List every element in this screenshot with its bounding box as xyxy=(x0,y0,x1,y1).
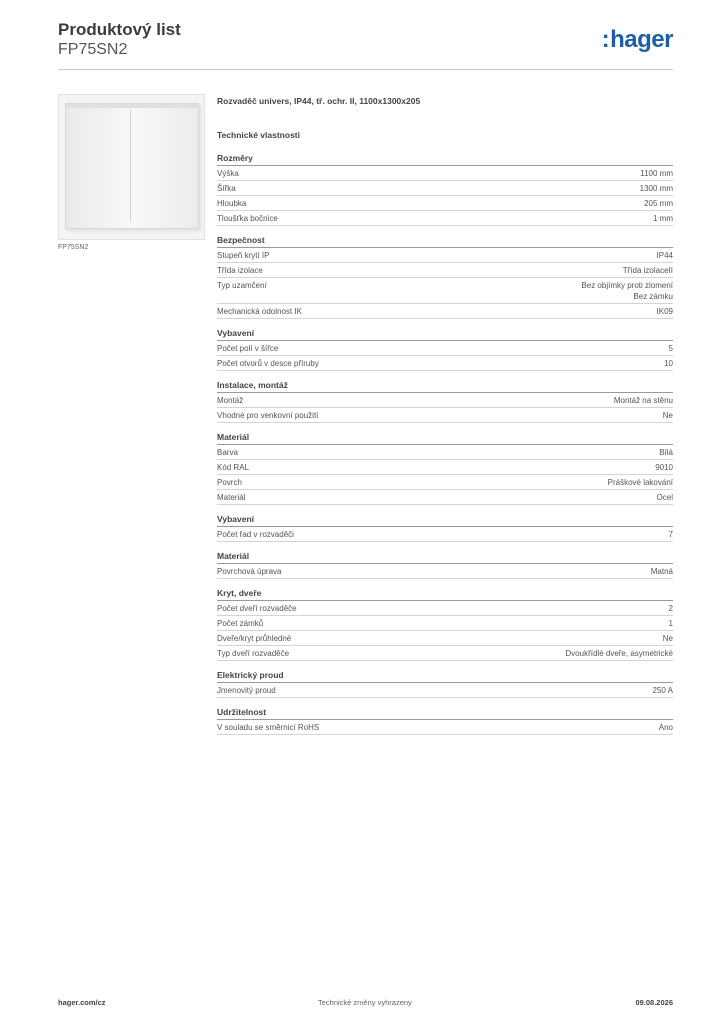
spec-row xyxy=(217,564,673,579)
spec-value-line: 9010 xyxy=(655,463,673,472)
section-title: Vybavení xyxy=(217,327,673,341)
spec-row xyxy=(217,527,673,542)
spec-row xyxy=(217,211,673,226)
spec-value-line: Ne xyxy=(662,411,673,420)
spec-value xyxy=(663,410,673,421)
spec-row xyxy=(217,356,673,371)
spec-value-line: 250 A xyxy=(652,686,673,695)
spec-label: Šířka xyxy=(217,184,236,193)
spec-row xyxy=(217,683,673,698)
cabinet-illustration xyxy=(65,103,199,229)
section-title: Vybavení xyxy=(217,513,673,527)
spec-row xyxy=(217,616,673,631)
spec-label: Třída izolace xyxy=(217,266,263,275)
spec-label: Kód RAL xyxy=(217,463,250,472)
spec-row xyxy=(217,263,673,278)
spec-value xyxy=(664,358,673,369)
spec-value xyxy=(659,722,673,733)
spec-value-line: Ano xyxy=(658,723,673,732)
spec-sections xyxy=(217,152,673,735)
spec-row xyxy=(217,720,673,735)
spec-content xyxy=(217,96,673,735)
spec-value xyxy=(659,447,673,458)
spec-value xyxy=(669,529,673,540)
spec-value xyxy=(669,603,673,614)
section-title: Rozměry xyxy=(217,152,673,166)
spec-value-line: Matná xyxy=(650,567,673,576)
tech-heading: Technické vlastnosti xyxy=(217,130,300,140)
spec-label: Montáž xyxy=(217,396,244,405)
spec-value-line: Bez zámku xyxy=(633,292,673,301)
spec-label: Stupeň krytí IP xyxy=(217,251,270,260)
spec-value-line: 5 xyxy=(668,344,673,353)
product-code: FP75SN2 xyxy=(58,41,128,58)
spec-value xyxy=(669,343,673,354)
spec-value-line: Montáž na stěnu xyxy=(613,396,673,405)
spec-row xyxy=(217,631,673,646)
spec-section xyxy=(217,431,673,505)
spec-label: Počet zámků xyxy=(217,619,264,628)
spec-value-line: Třída izolaceII xyxy=(622,266,673,275)
footer-date: 09.08.2026 xyxy=(635,998,673,1007)
spec-label: Výška xyxy=(217,169,239,178)
spec-value-line: Dvoukřídlé dveře, asymetrické xyxy=(565,649,673,658)
hager-logo: :hager xyxy=(601,26,673,53)
spec-label: Počet řad v rozvaděči xyxy=(217,530,294,539)
spec-value-line: Ocel xyxy=(656,493,673,502)
spec-label: Počet dveří rozvaděče xyxy=(217,604,297,613)
spec-section xyxy=(217,550,673,579)
spec-row xyxy=(217,166,673,181)
spec-value-line: IP44 xyxy=(656,251,673,260)
spec-row xyxy=(217,278,673,304)
spec-row xyxy=(217,341,673,356)
spec-value xyxy=(657,306,673,317)
spec-value xyxy=(653,685,673,696)
spec-row xyxy=(217,646,673,661)
spec-value xyxy=(653,213,673,224)
section-title: Elektrický proud xyxy=(217,669,673,683)
spec-row xyxy=(217,196,673,211)
section-title: Materiál xyxy=(217,550,673,564)
spec-label: Vhodné pro venkovní použití xyxy=(217,411,319,420)
spec-value xyxy=(651,566,673,577)
spec-value xyxy=(655,462,673,473)
spec-value-line: Bílá xyxy=(659,448,673,457)
spec-row xyxy=(217,460,673,475)
footer-note: Technické změny vyhrazeny xyxy=(318,998,412,1007)
spec-value xyxy=(640,183,673,194)
page-header xyxy=(58,20,673,70)
spec-value-line: Bez objímky proti zlomení xyxy=(581,281,673,290)
spec-value-line: 2 xyxy=(668,604,673,613)
spec-value-line: Ne xyxy=(662,634,673,643)
spec-value xyxy=(663,633,673,644)
spec-label: Dveře/kryt průhledné xyxy=(217,634,292,643)
spec-value-line: 7 xyxy=(668,530,673,539)
spec-label: Počet polí v šířce xyxy=(217,344,279,353)
spec-row xyxy=(217,490,673,505)
spec-row xyxy=(217,408,673,423)
section-title: Bezpečnost xyxy=(217,234,673,248)
product-image xyxy=(58,94,205,240)
spec-section xyxy=(217,669,673,698)
spec-row xyxy=(217,248,673,263)
spec-value xyxy=(640,168,673,179)
spec-value-line: 1 xyxy=(668,619,673,628)
spec-row xyxy=(217,181,673,196)
section-title: Udržitelnost xyxy=(217,706,673,720)
section-title: Instalace, montáž xyxy=(217,379,673,393)
spec-value-line: 1300 mm xyxy=(639,184,673,193)
spec-value xyxy=(608,477,673,488)
spec-value-line: 1 mm xyxy=(653,214,673,223)
spec-value-line: IK09 xyxy=(656,307,673,316)
spec-label: Typ uzamčení xyxy=(217,281,267,290)
spec-value-line: 1100 mm xyxy=(640,169,673,178)
spec-section xyxy=(217,152,673,226)
spec-value xyxy=(623,265,673,276)
spec-row xyxy=(217,393,673,408)
spec-section xyxy=(217,587,673,661)
spec-label: Povrch xyxy=(217,478,242,487)
spec-section xyxy=(217,706,673,735)
footer-website-link[interactable]: hager.com/cz xyxy=(58,998,106,1007)
section-title: Materiál xyxy=(217,431,673,445)
spec-value xyxy=(581,280,673,302)
spec-label: Jmenovitý proud xyxy=(217,686,276,695)
spec-label: Materiál xyxy=(217,493,246,502)
spec-section xyxy=(217,327,673,371)
spec-row xyxy=(217,475,673,490)
product-name: Rozvaděč univers, IP44, tř. ochr. II, 1100x1300x205 xyxy=(217,96,421,106)
spec-section xyxy=(217,513,673,542)
spec-row xyxy=(217,304,673,319)
spec-value-line: Práškové lakování xyxy=(607,478,673,487)
spec-value xyxy=(565,648,673,659)
header-divider xyxy=(58,69,673,70)
image-caption: FP75SN2 xyxy=(58,244,89,251)
spec-value xyxy=(644,198,673,209)
spec-label: Počet otvorů v desce příruby xyxy=(217,359,319,368)
section-title: Kryt, dveře xyxy=(217,587,673,601)
spec-section xyxy=(217,379,673,423)
spec-label: Typ dveří rozvaděče xyxy=(217,649,290,658)
spec-value xyxy=(614,395,673,406)
spec-value xyxy=(669,618,673,629)
spec-label: Barva xyxy=(217,448,238,457)
logo-text: hager xyxy=(610,26,673,53)
spec-row xyxy=(217,601,673,616)
spec-value-line: 205 mm xyxy=(644,199,673,208)
spec-label: Hloubka xyxy=(217,199,247,208)
spec-row xyxy=(217,445,673,460)
spec-label: Tloušťka bočnice xyxy=(217,214,278,223)
spec-value xyxy=(657,492,673,503)
spec-section xyxy=(217,234,673,319)
spec-value-line: 10 xyxy=(664,359,673,368)
spec-label: V souladu se směrnicí RoHS xyxy=(217,723,320,732)
spec-label: Mechanická odolnost IK xyxy=(217,307,302,316)
page-title: Produktový list xyxy=(58,20,181,39)
spec-label: Povrchová úprava xyxy=(217,567,282,576)
spec-value xyxy=(657,250,673,261)
